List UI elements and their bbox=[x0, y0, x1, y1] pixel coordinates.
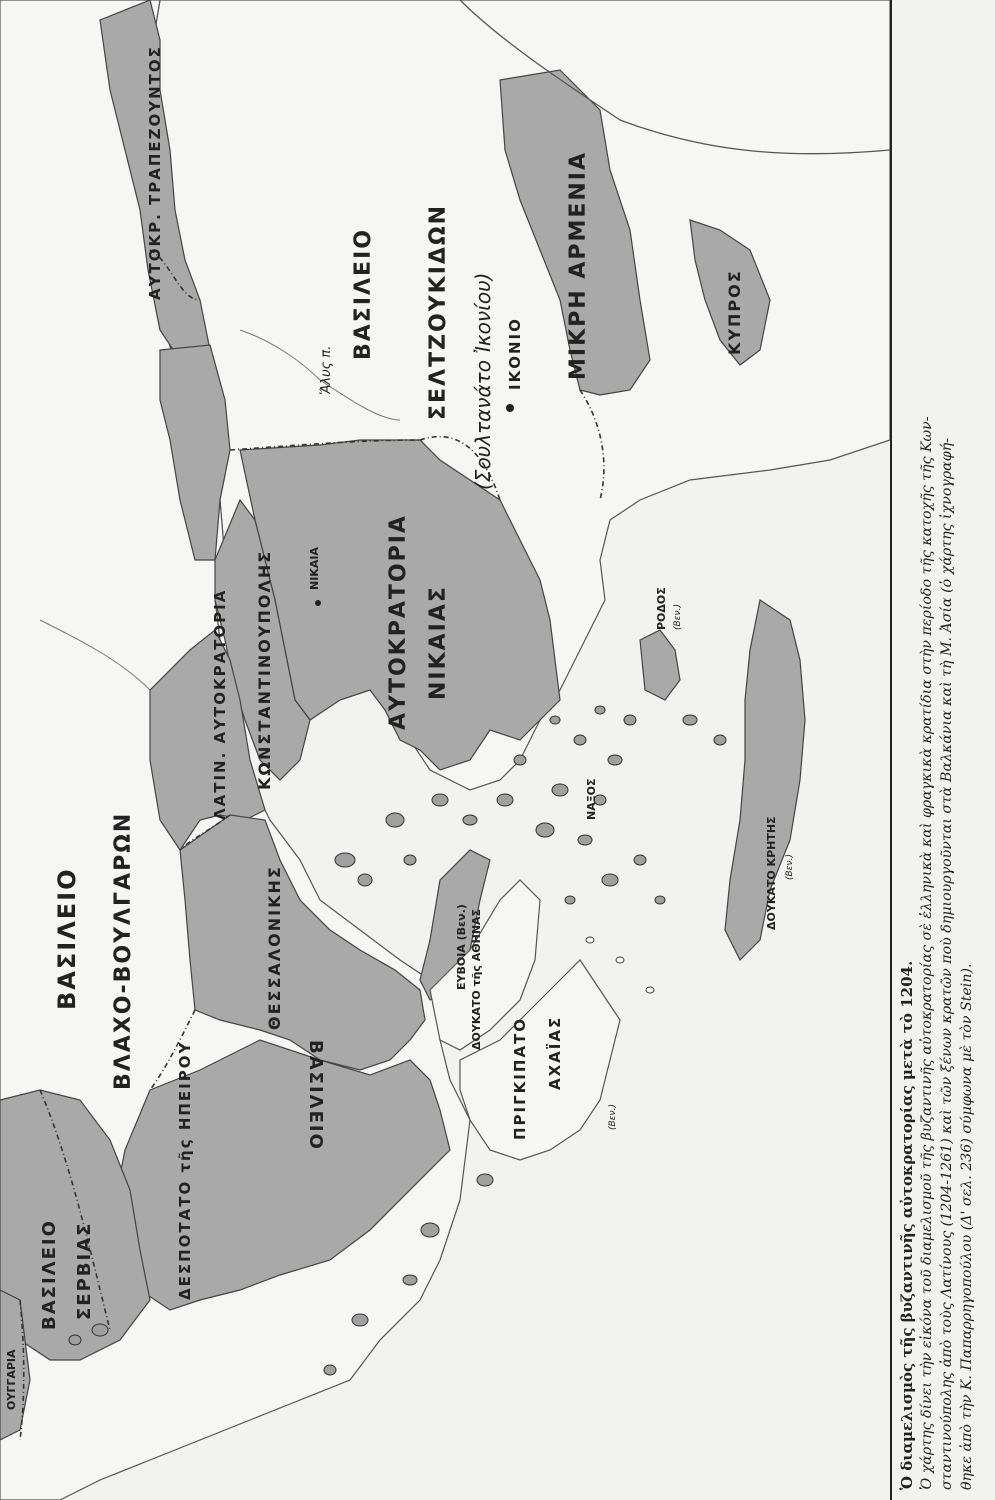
label-nicaea-empire: ΑΥΤΟΚΡΑΤΟΡΙΑ bbox=[386, 514, 411, 730]
label-latin-empire-thrace: ΛΑΤΙΝ. ΑΥΤΟΚΡΑΤΟΡΙΑ bbox=[211, 588, 229, 820]
caption-column bbox=[895, 0, 995, 1500]
city-dot-nikaia bbox=[315, 600, 321, 606]
caption-line-1: Ὁ χάρτης δίνει τὴν εἰκόνα τοῦ διαμελισμοῦ τῆς βυζαντινῆς αὐτοκρατορίας σὲ ἑλληνικὰ καὶ φραγκικὰ κρατίδια στὴν περίοδο τῆς κατοχῆς τῆς Κων- bbox=[919, 416, 935, 1490]
caption-text bbox=[897, 10, 993, 1490]
label-thessalonica: ΘΕΣΣΑΛΟΝΙΚΗΣ bbox=[265, 865, 284, 1030]
city-dot-ikonio bbox=[506, 404, 514, 412]
label-trebizond: ΑΥΤΟΚΡ. ΤΡΑΠΕΖΟΥΝΤΟΣ bbox=[146, 45, 164, 300]
label-seljuk-name: ΣΕΛΤΖΟΥΚΙΔΩΝ bbox=[426, 203, 451, 420]
label-nikaia-city: ΝΙΚΑΙΑ bbox=[308, 547, 321, 590]
label-achaea-1: ΠΡΙΓΚΙΠΑΤΟ bbox=[511, 1016, 529, 1140]
label-bulgarian-kingdom: ΒΑΣΙΛΕΙΟ bbox=[53, 867, 81, 1010]
caption-line-2: σταντινούπολης ἀπὸ τοὺς Λατίνους (1204-1261) καὶ τῶν ξένων κρατῶν ποὺ δημιουργοῦνται στὰ Βαλκάνια καὶ τὴ Μ. Ἀσία (ὁ χάρτης ἰχνογραφή- bbox=[939, 438, 955, 1490]
label-athens-duchy: ΔΟΥΚΑΤΟ τῆς ΑΘΗΝΑΣ bbox=[470, 908, 483, 1050]
label-achaea-2: ΑΧΑΪΑΣ bbox=[546, 1015, 564, 1090]
label-lesser-armenia: ΜΙΚΡΗ ΑΡΜΕΝΙΑ bbox=[566, 150, 591, 380]
label-rhodes-ven: (Βεν.) bbox=[673, 604, 683, 630]
label-hungary: ΟΥΓΓΑΡΙΑ bbox=[5, 1349, 18, 1410]
label-nicaea-name: ΝΙΚΑΙΑΣ bbox=[426, 585, 451, 700]
caption-title: Ὁ διαμελισμὸς τῆς βυζαντινῆς αὐτοκρατορίας μετὰ τὸ 1204. bbox=[898, 960, 916, 1490]
label-crete: ΔΟΥΚΑΤΟ ΚΡΗΤΗΣ bbox=[765, 816, 778, 930]
label-seljuk-kingdom: ΒΑΣΙΛΕΙΟ bbox=[351, 228, 376, 360]
label-constantinople: ΚΩΝΣΤΑΝΤΙΝΟΥΠΟΛΗΣ bbox=[255, 549, 274, 790]
label-euboea: ΕΥΒΟΙΑ (Βεν.) bbox=[455, 904, 468, 990]
label-peloponnese-ven: (Βεν.) bbox=[608, 1104, 618, 1130]
label-epirus: ΔΕΣΠΟΤΑΤΟ τῆς ΗΠΕΙΡΟΥ bbox=[176, 1040, 194, 1300]
label-naxos: ΝΑΞΟΣ bbox=[585, 778, 598, 820]
caption-line-3: θηκε ἀπὸ τὴν Κ. Παπαρρηγοπούλου (Δ' σελ. 236) σύμφωνα μὲ τὸν Stein). bbox=[959, 963, 975, 1490]
label-halys: Ἅλυς π. bbox=[319, 345, 334, 395]
label-sultanate: (Σουλτανάτο Ἰκονίου) bbox=[471, 272, 495, 490]
label-crete-ven: (Βεν.) bbox=[785, 854, 795, 880]
label-thessalonica-kingdom: ΒΑΣΙΛΕΙΟ bbox=[305, 1040, 326, 1151]
island-rhodes bbox=[640, 630, 680, 700]
label-ikonio: ΙΚΟΝΙΟ bbox=[506, 317, 524, 390]
label-serbia: ΣΕΡΒΙΑΣ bbox=[74, 1221, 95, 1320]
label-serbia-kingdom: ΒΑΣΙΛΕΙΟ bbox=[39, 1219, 60, 1330]
label-cyprus: ΚΥΠΡΟΣ bbox=[725, 269, 744, 355]
label-vlacho-bulgarians: ΒΛΑΧΟ-ΒΟΥΛΓΑΡΩΝ bbox=[111, 811, 136, 1090]
label-rhodes: ΡΟΔΟΣ bbox=[655, 587, 668, 630]
